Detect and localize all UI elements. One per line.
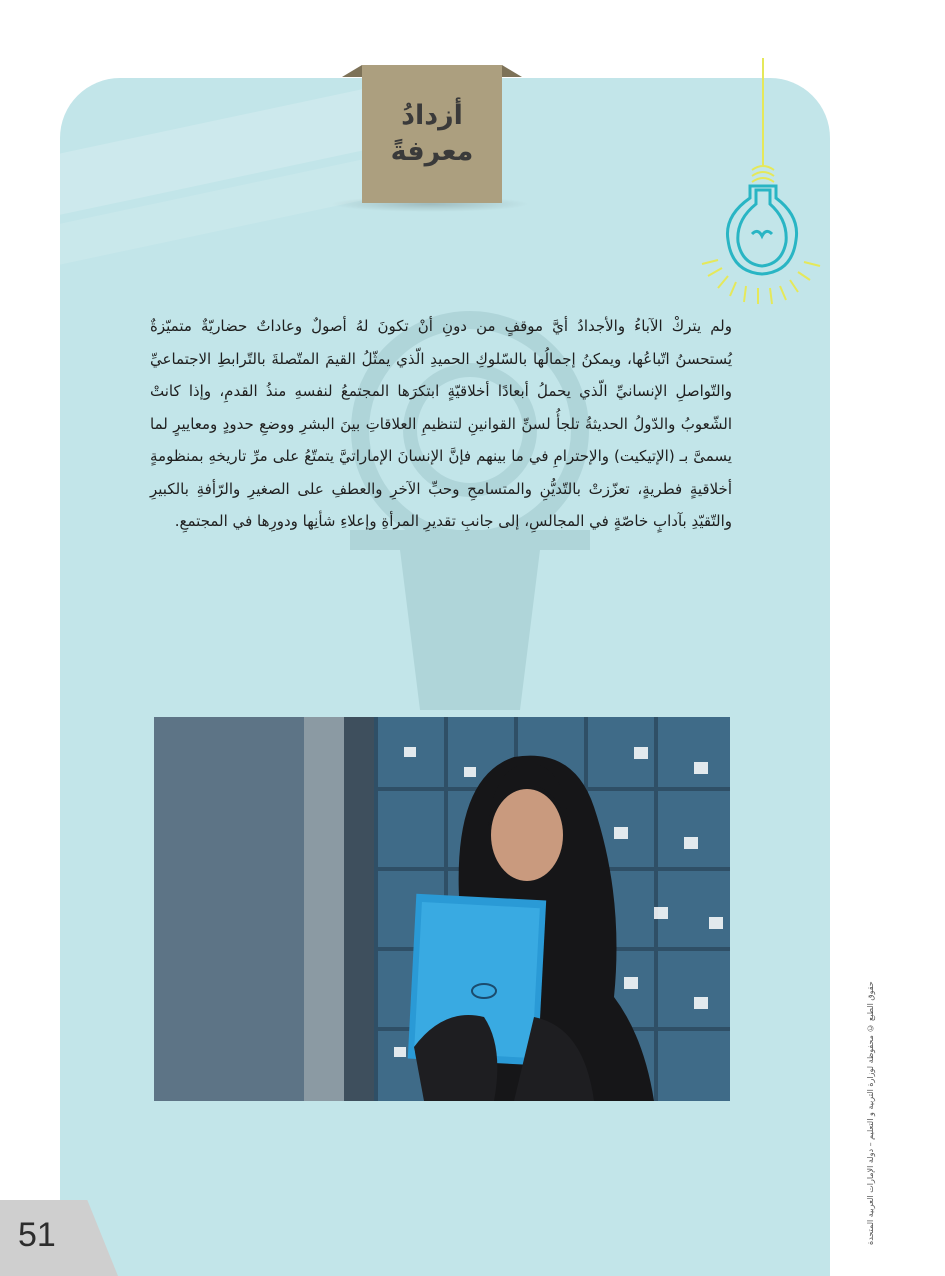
lightbulb-icon [700,58,824,308]
section-title-line2: معرفةً [390,136,474,167]
section-title-line1: أزدادُ [401,99,463,131]
photo-woman-holding-folder [154,717,730,1101]
tab-fold-right [502,65,522,77]
section-title-tab [362,65,502,203]
copyright-notice: حقوق الطبع © محفوظة لوزارة التربية و التعليم – دولة الإمارات العربية المتحدة [866,981,875,1245]
page-number: 51 [18,1216,56,1254]
body-paragraph: ولم يتركْ الآباءُ والأجدادُ أيَّ موقفٍ من دونِ أنْ تكونَ لهُ أصولٌ وعاداتٌ حضاريّةٌ متميّزةٌ يُستحسنُ اتّباعُها، ويمكنُ إجمالُها بالسّلوكِ الحميدِ الّذي يمثّلُ القيمَ المتّصلةَ بالتّرابطِ الاجتماعيِّ والتّواصلِ الإنسانيِّ الّذي يحملُ أبعادًا أخلاقيّةٍ ابتكرَها المجتمعُ لنفسهِ منذُ القدمِ، وإذا كانتْ الشّعوبُ والدّولُ الحديثةُ تلجأُ لسنِّ القوانينِ لتنظيمِ العلاقاتِ بينَ البشرِ ووضعِ حدودٍ ومعاييرٍ لما يسمىَّ بـ (الإتيكيت) والإحترامِ في ما بينهم فإنَّ الإنسانَ الإماراتيَّ يتمتّعُ على مرِّ تاريخهِ بمنظومةٍ أخلاقيةٍ فطريةٍ، تعزّزتْ بالتّديُّنِ والمتسامحِ وحبِّ الآخرِ والعطفِ على الصغيرِ والرّأفةِ بالكبيرِ والتّقيّدِ بآدابٍ خاصّةٍ في المجالسِ، إلى جانبِ تقديرِ المرأةِ وإعلاءِ شأنِها ودورِها في المجتمعِ. [150,317,732,530]
tab-fold-left [342,65,362,77]
